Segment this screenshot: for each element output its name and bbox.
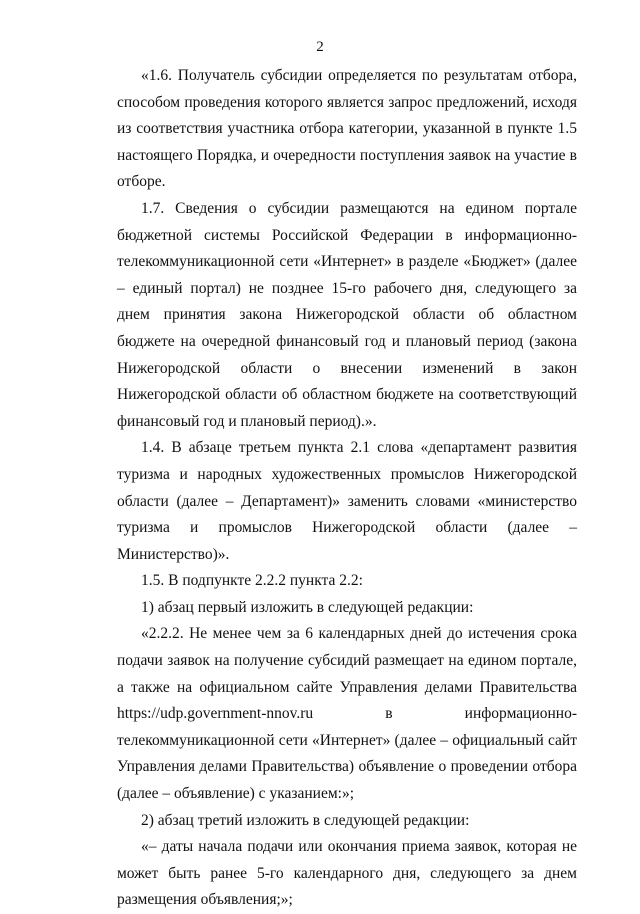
paragraph-amendment-1-5: 1.5. В подпункте 2.2.2 пункта 2.2: [141, 572, 363, 590]
paragraph-2-2-2: «2.2.2. Не менее чем за 6 календарных дней до истечения срока подачи заявок на получение субсидий размещает на едином портале, а также на официальном сайте Управления делами Правительства https://udp.government-nnov.ru в информационно-телекоммуникационной сети «Интернет» (далее – официальный сайт Управления делами Правительства) объявление о проведении отбора (далее – объявление) с указанием:»; [117, 625, 577, 803]
paragraph-item-1: 1) абзац первый изложить в следующей редакции: [141, 598, 474, 616]
paragraph-1-6: «1.6. Получатель субсидии определяется по результатам отбора, способом проведения которого является запрос предложений, исходя из соответствия участника отбора категории, указанной в пункте 1.5 настоящего Порядка, и очередности поступления заявок на участие в отборе. [117, 67, 577, 191]
paragraph-item-2: 2) абзац третий изложить в следующей редакции: [141, 811, 470, 829]
page-number: 2 [316, 39, 324, 55]
paragraph-1-7: 1.7. Сведения о субсидии размещаются на едином портале бюджетной системы Российской Федерации в информационно-телекоммуникационной сети «Интернет» в разделе «Бюджет» (далее – единый портал) не позднее 15-го рабочего дня, следующего за днем принятия закона Нижегородской области об областном бюджете на очередной финансовый год и плановый период (закона Нижегородской области о внесении изменений в закон Нижегородской области об областном бюджете на соответствующий финансовый год и плановый период).». [117, 199, 577, 430]
paragraph-dates: «– даты начала подачи или окончания приема заявок, которая не может быть ранее 5-го календарного дня, следующего за днем размещения объявления;»; [117, 838, 577, 909]
paragraph-amendment-1-4: 1.4. В абзаце третьем пункта 2.1 слова «департамент развития туризма и народных художественных промыслов Нижегородской области (далее – Департамент)» заменить словами «министерство туризма и промыслов Нижегородской области (далее – Министерство)». [117, 439, 577, 563]
document-body [117, 63, 577, 914]
